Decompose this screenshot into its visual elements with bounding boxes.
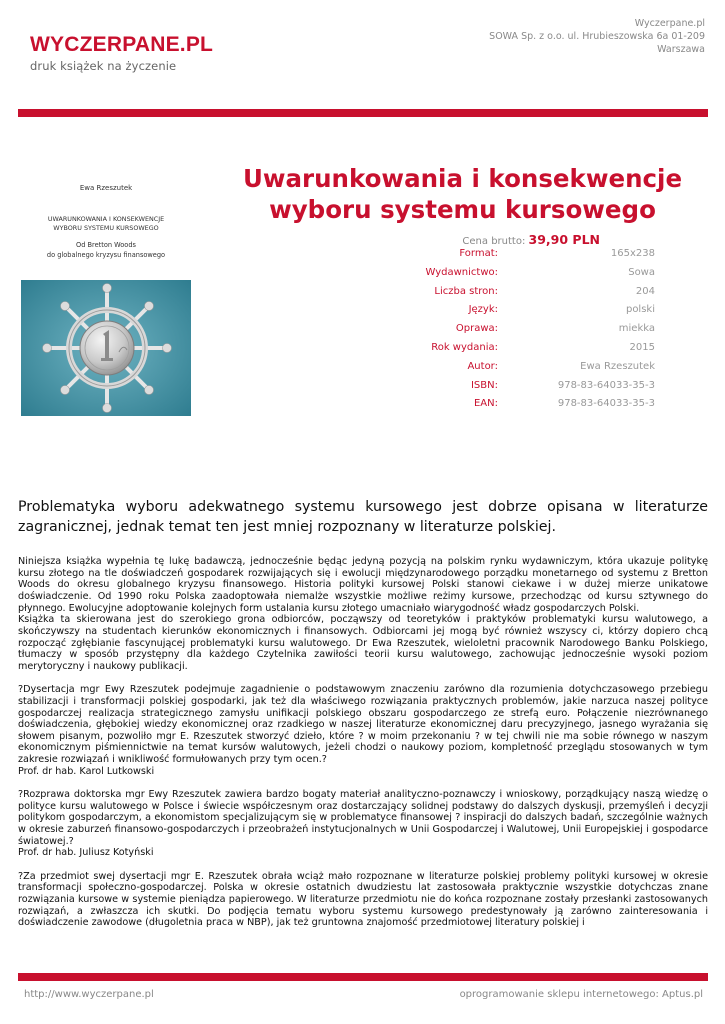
cover-title-line2: WYBORU SYSTEMU KURSOWEGO [53, 224, 159, 232]
book-title-line2: wyboru systemu kursowego [269, 195, 656, 224]
description-paragraph: Książka ta skierowana jest do szerokiego grona odbiorców, począwszy od teoretyków i praktyków problematyki kursu walutowego, a skończywszy na studentach kierunków ekonomicznych i finansowych. Odbiorcami jej mogą być również wszyscy ci, którzy dopiero chcą rozpocząć zgłębianie fascynującej problematyki kursu walutowego. Dr Ewa Rzeszutek, wieloletni pracownik Narodowego Banku Polskiego, tłumaczy w sposób przystępny dla każdego Czytelnika zawiłości teorii kursu walutowego, zachowując jednocześnie wysoki poziom merytoryczny i naukowy publikacji. [18, 614, 708, 672]
cover-title [21, 215, 191, 233]
company-site: Wyczerpane.pl [634, 18, 705, 29]
footer-divider [18, 973, 708, 981]
detail-row-format [378, 248, 658, 267]
logo-main-text: WYCZERPANE [30, 33, 180, 56]
company-city: Warszawa [657, 44, 705, 55]
detail-row-pages [378, 286, 658, 305]
detail-value: Sowa [628, 266, 655, 278]
detail-value: 2015 [629, 341, 655, 353]
footer-credit-link[interactable]: oprogramowanie sklepu internetowego: Aptus.pl [459, 989, 703, 1000]
detail-value: 978-83-64033-35-3 [557, 398, 655, 410]
book-cover-image [21, 168, 191, 416]
detail-row-publisher [378, 267, 658, 286]
detail-row-year [378, 342, 658, 361]
review-signature: Prof. dr hab. Karol Lutkowski [18, 765, 155, 777]
price-value: 39,90 PLN [528, 232, 600, 247]
detail-label: Język: [468, 304, 498, 316]
detail-value: polski [625, 304, 655, 316]
detail-row-isbn [378, 380, 658, 399]
logo-tagline: druk książek na życzenie [30, 59, 177, 73]
ship-wheel-coin-image [21, 280, 191, 416]
review-signature: Prof. dr hab. Juliusz Kotyński [18, 847, 154, 859]
detail-row-language [378, 304, 658, 323]
logo-wordmark [30, 33, 213, 57]
footer-url-link[interactable]: http://www.wyczerpane.pl [24, 989, 154, 1000]
description-paragraph: Niniejsza książka wypełnia tę lukę badawczą, jednocześnie będąc jedyną pozycją na polskim rynku wydawniczym, która ukazuje politykę kursu złotego na tle doświadczeń gospodarek rozwijających się i ewolucji międzynarodowego porządku monetarnego od systemu z Bretton Woods do okresu globalnego kryzysu finansowego. Historia polityki kursowej Polski stanowi ciekawe i w dużej mierze unikatowe doświadczenie. Od 1990 roku Polska zaadoptowała niemalże wszystkie możliwe reżimy kursowe, przechodząc od kursu sztywnego do płynnego. Ewolucyjne adoptowanie kolejnych form ustalania kursu złotego umacniało wiarygodność władz gospodarczych Polski. [18, 556, 708, 614]
price-label: Cena brutto: [462, 236, 526, 247]
detail-row-author [378, 361, 658, 380]
detail-label: EAN: [473, 398, 498, 410]
book-details [378, 248, 658, 417]
book-title-line1: Uwarunkowania i konsekwencje [242, 164, 683, 193]
detail-label: Liczba stron: [434, 285, 498, 297]
detail-row-binding [378, 323, 658, 342]
company-address: SOWA Sp. z o.o. ul. Hrubieszowska 6a 01-209 [489, 31, 705, 42]
detail-label: Autor: [467, 360, 498, 372]
detail-value: 165x238 [610, 248, 655, 259]
logo-domain-text: .PL [179, 33, 214, 56]
description [18, 556, 708, 929]
review-quote: ?Dysertacja mgr Ewy Rzeszutek podejmuje zagadnienie o podstawowym znaczeniu zarówno dla rozumienia dotychczasowego przebiegu stabilizacji i transformacji polskiej gospodarki, jak też dla właściwego rozwiązania praktycznych problemów, jakie narzuca naszej polityce gospodarczej realizacja strategicznego zamysłu unifikacji polskiego obszaru gospodarczego ze strefą euro. Połączenie niezrównanego doświadczenia, głębokiej wiedzy ekonomicznej oraz rzadkiego w naszej literaturze ekonomicznej daru precyzyjnego, jasnego wyrażania się słowem pisanym, pozwoliło mgr E. Rzeszutek stworzyć dzieło, które ? w moim przekonaniu ? w tej chwili nie ma sobie równego w naszym ekonomicznym piśmiennictwie na temat kursów walutowych, jeżeli chodzi o naukowy poziom, kompletność przeglądu stosowanych w tym zakresie rozwiązań i wnikliwość formułowanych przy tym ocen.? [18, 684, 708, 766]
detail-value: 978-83-64033-35-3 [557, 379, 655, 391]
cover-sub-line1: Od Bretton Woods [76, 241, 136, 249]
header-divider [18, 109, 708, 117]
price-row [360, 232, 600, 247]
detail-label: Wydawnictwo: [425, 266, 498, 278]
detail-value: miekka [618, 323, 655, 335]
detail-label: Oprawa: [455, 323, 498, 335]
lead-paragraph: Problematyka wyboru adekwatnego systemu kursowego jest dobrze opisana w literaturze zagranicznej, jednak temat ten jest mniej rozpoznany w literaturze polskiej. [18, 499, 708, 535]
review-quote: ?Za przedmiot swej dysertacji mgr E. Rzeszutek obrała wciąż mało rozpoznane w literaturze polskiej problemy polityki kursowej w okresie transformacji społeczno-gospodarczej. Polska w okresie ostatnich dwudziestu lat zastosowała praktycznie wszystkie dotychczas znane rozwiązania kursowe w systemie pieniądza papierowego. W literaturze przedmiotu nie do końca rozpoznane zostały przesłanki zastosowanych rozwiązań, a zwłaszcza ich skutki. Do podjęcia tematu wyboru systemu kursowego predestynowały ją zarówno zainteresowania i doświadczenie zawodowe (długoletnia praca w NBP), jak też gruntowna znajomość przedmiotowej literatury polskiej i [18, 870, 708, 929]
review-quote: ?Rozprawa doktorska mgr Ewy Rzeszutek zawiera bardzo bogaty materiał analityczno-poznawczy i wnioskowy, porządkujący naszą wiedzę o polityce kursu walutowego w Polsce i świecie współczesnym oraz dostarczający solidnej podstawy do dalszych dyskusji, przemyśleń i decyzji politykom gospodarczym, a ekonomistom specjalizującym się w problematyce finansowej ? inspiracji do dalszych badań, szczególnie ważnych w okresie zaburzeń finansowo-gospodarczych i przeobrażeń instytucjonalnych w Unii Gospodarczej i Walutowej, Unii Europejskiej i gospodarce światowej.? [18, 789, 708, 847]
site-logo[interactable] [30, 33, 213, 73]
company-info [489, 17, 705, 56]
detail-value: 204 [635, 285, 655, 297]
detail-label: Format: [459, 248, 498, 259]
cover-title-line1: UWARUNKOWANIA I KONSEKWENCJE [47, 215, 165, 223]
cover-sub-line2: do globalnego kryzysu finansowego [46, 251, 166, 259]
detail-value: Ewa Rzeszutek [580, 360, 655, 372]
cover-author: Ewa Rzeszutek [79, 184, 133, 192]
detail-label: ISBN: [470, 379, 498, 391]
cover-subtitle [21, 240, 191, 260]
detail-label: Rok wydania: [431, 341, 498, 353]
cover-text-area [21, 168, 191, 280]
detail-row-ean [378, 398, 658, 417]
book-title [210, 163, 715, 225]
